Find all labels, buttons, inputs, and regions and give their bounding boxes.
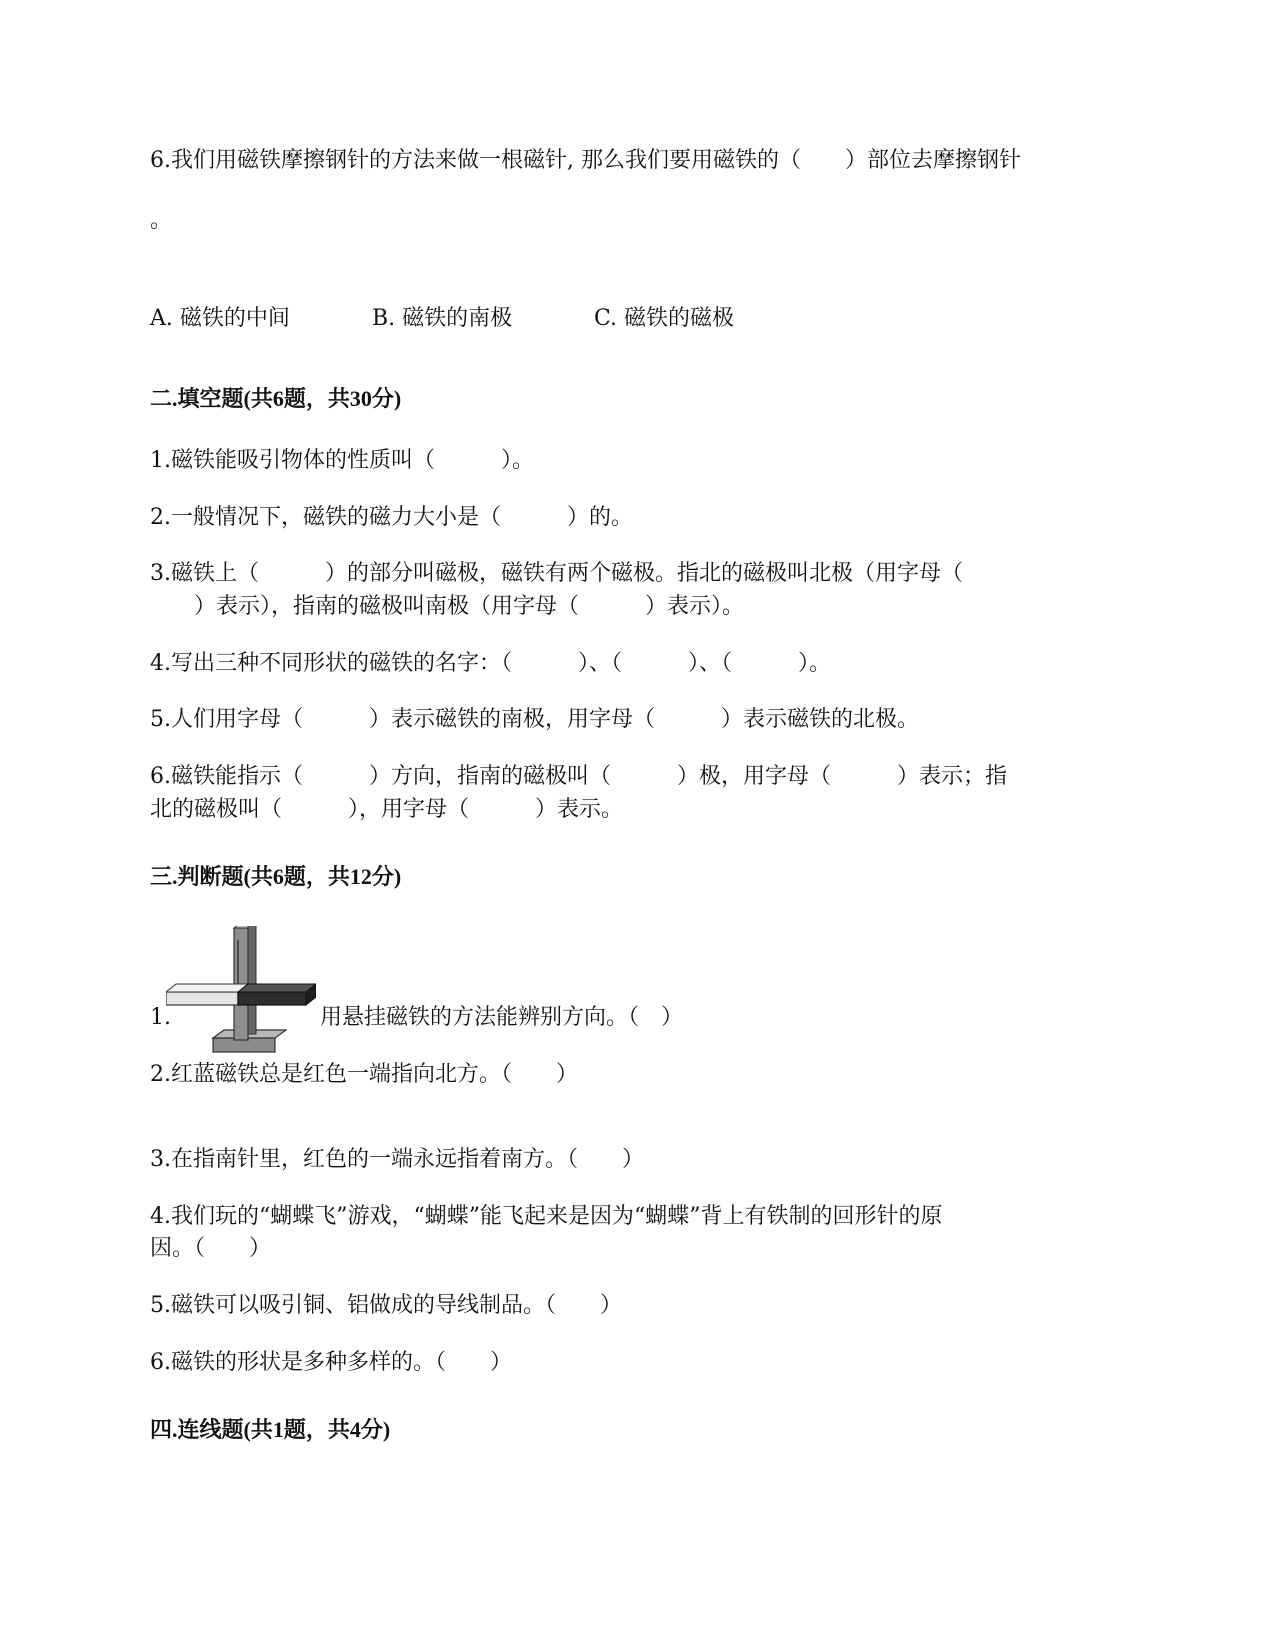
question-6-text-line-1: 6.我们用磁铁摩擦钢针的方法来做一根磁针, 那么我们要用磁铁的（ ）部位去摩擦钢针 xyxy=(150,148,1021,173)
fill-question-6-line-2: 北的磁极叫（ ），用字母（ ）表示。 xyxy=(150,797,624,822)
fill-question-3-line-2: ）表示），指南的磁极叫南极（用字母（ ）表示）。 xyxy=(150,594,745,619)
question-6-option-b: B. 磁铁的南极 xyxy=(372,306,513,331)
judge-question-1-text: 用悬挂磁铁的方法能辨别方向。（ ） xyxy=(320,1005,684,1030)
judge-question-5: 5.磁铁可以吸引铜、铝做成的导线制品。（ ） xyxy=(150,1293,622,1318)
judge-question-6: 6.磁铁的形状是多种多样的。（ ） xyxy=(150,1350,512,1375)
section-4-heading: 四.连线题(共1题，共4分) xyxy=(150,1417,391,1442)
question-6-text-line-2: 。 xyxy=(150,208,173,233)
question-6-option-a: A. 磁铁的中间 xyxy=(150,306,290,331)
fill-question-2: 2.一般情况下，磁铁的磁力大小是（ ）的。 xyxy=(150,505,633,530)
suspended-magnet-image xyxy=(166,926,316,1058)
judge-question-4-line-1: 4.我们玩的“蝴蝶飞”游戏，“蝴蝶”能飞起来是因为“蝴蝶”背上有铁制的回形针的原 xyxy=(150,1204,943,1229)
fill-question-6-line-1: 6.磁铁能指示（ ）方向，指南的磁极叫（ ）极，用字母（ ）表示；指 xyxy=(150,764,1007,789)
fill-question-4: 4.写出三种不同形状的磁铁的名字：（ ）、（ ）、（ ）。 xyxy=(150,651,831,676)
fill-question-5: 5.人们用字母（ ）表示磁铁的南极，用字母（ ）表示磁铁的北极。 xyxy=(150,707,919,732)
question-6-option-c: C. 磁铁的磁极 xyxy=(594,306,735,331)
fill-question-3-line-1: 3.磁铁上（ ）的部分叫磁极，磁铁有两个磁极。指北的磁极叫北极（用字母（ xyxy=(150,561,963,586)
judge-question-2: 2.红蓝磁铁总是红色一端指向北方。（ ） xyxy=(150,1062,578,1087)
judge-question-1-number: 1. xyxy=(150,1005,171,1030)
fill-question-1: 1.磁铁能吸引物体的性质叫（ ）。 xyxy=(150,448,534,473)
judge-question-3: 3.在指南针里，红色的一端永远指着南方。（ ） xyxy=(150,1147,644,1172)
section-2-heading: 二.填空题(共6题，共30分) xyxy=(150,386,402,411)
section-3-heading: 三.判断题(共6题，共12分) xyxy=(150,864,402,889)
judge-question-4-line-2: 因。（ ） xyxy=(150,1236,272,1261)
